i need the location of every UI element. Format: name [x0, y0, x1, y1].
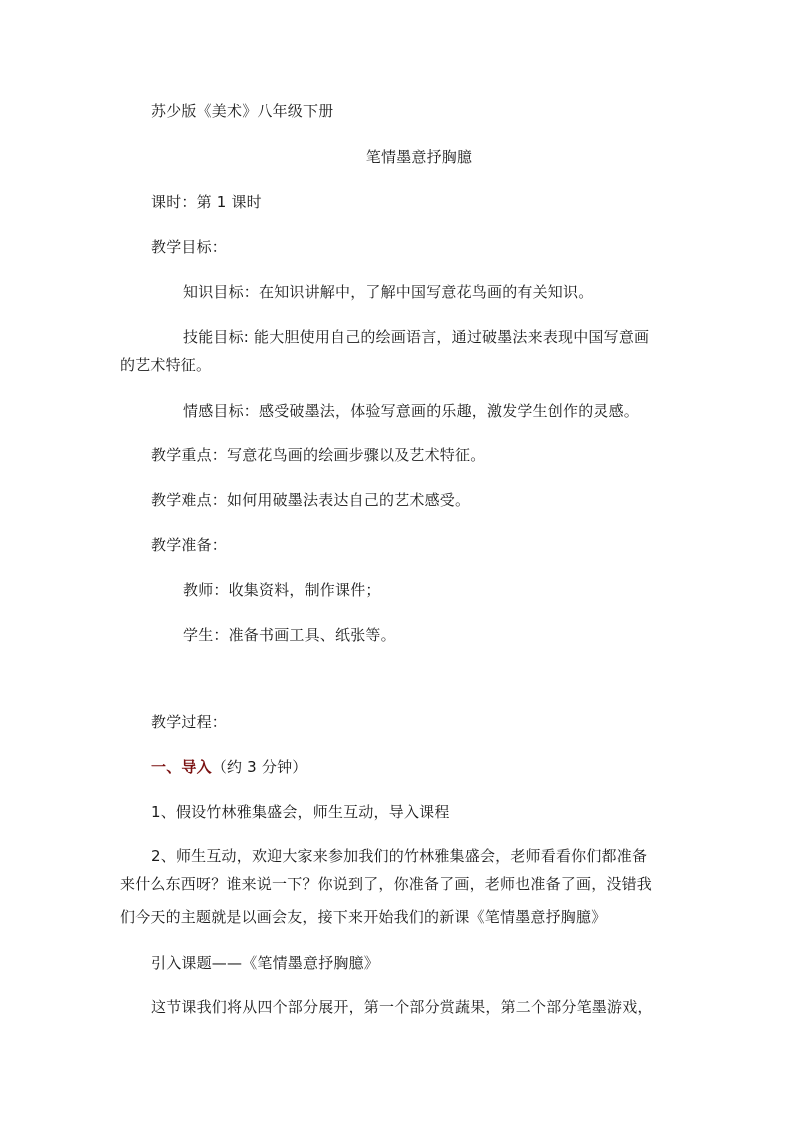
- intro-topic: 引入课题——《笔情墨意抒胸臆》: [151, 954, 380, 972]
- overview-line: 这节课我们将从四个部分展开，第一个部分赏蔬果，第二个部分笔墨游戏，: [151, 998, 653, 1016]
- skill-objective-line2: 的艺术特征。: [120, 356, 212, 374]
- section1-heading: [151, 757, 308, 777]
- emotion-objective: 情感目标：感受破墨法，体验写意画的乐趣，激发学生创作的灵感。: [183, 402, 640, 420]
- skill-objective-line1: 技能目标: 能大胆使用自己的绘画语言，通过破墨法来表现中国写意画: [183, 328, 650, 346]
- step2-line2: 来什么东西呀？谁来说一下？你说到了，你准备了画，老师也准备了画，没错我: [120, 875, 653, 893]
- teacher-prep: 教师：收集资料，制作课件；: [183, 581, 381, 599]
- section1-duration: （约 3 分钟）: [211, 758, 308, 776]
- process-heading: 教学过程：: [151, 713, 228, 731]
- preparation-heading: 教学准备：: [151, 536, 228, 554]
- difficulty: 教学难点：如何用破墨法表达自己的艺术感受。: [151, 491, 471, 509]
- section1-number: 一、: [151, 758, 182, 776]
- section1-title: 导入: [181, 758, 212, 776]
- step1: 1、假设竹林雅集盛会，师生互动，导入课程: [151, 803, 450, 821]
- key-point: 教学重点：写意花鸟画的绘画步骤以及艺术特征。: [151, 446, 486, 464]
- knowledge-objective: 知识目标：在知识讲解中，了解中国写意花鸟画的有关知识。: [183, 283, 594, 301]
- step2-line1: 2、师生互动，欢迎大家来参加我们的竹林雅集盛会，老师看看你们都准备: [151, 847, 648, 865]
- lesson-time: 课时：第 1 课时: [151, 193, 262, 211]
- step2-line3: 们今天的主题就是以画会友，接下来开始我们的新课《笔情墨意抒胸臆》: [120, 908, 607, 926]
- student-prep: 学生：准备书画工具、纸张等。: [183, 626, 396, 644]
- lesson-title: 笔情墨意抒胸臆: [365, 148, 473, 166]
- textbook-header: 苏少版《美术》八年级下册: [151, 102, 334, 120]
- objectives-heading: 教学目标：: [151, 238, 228, 256]
